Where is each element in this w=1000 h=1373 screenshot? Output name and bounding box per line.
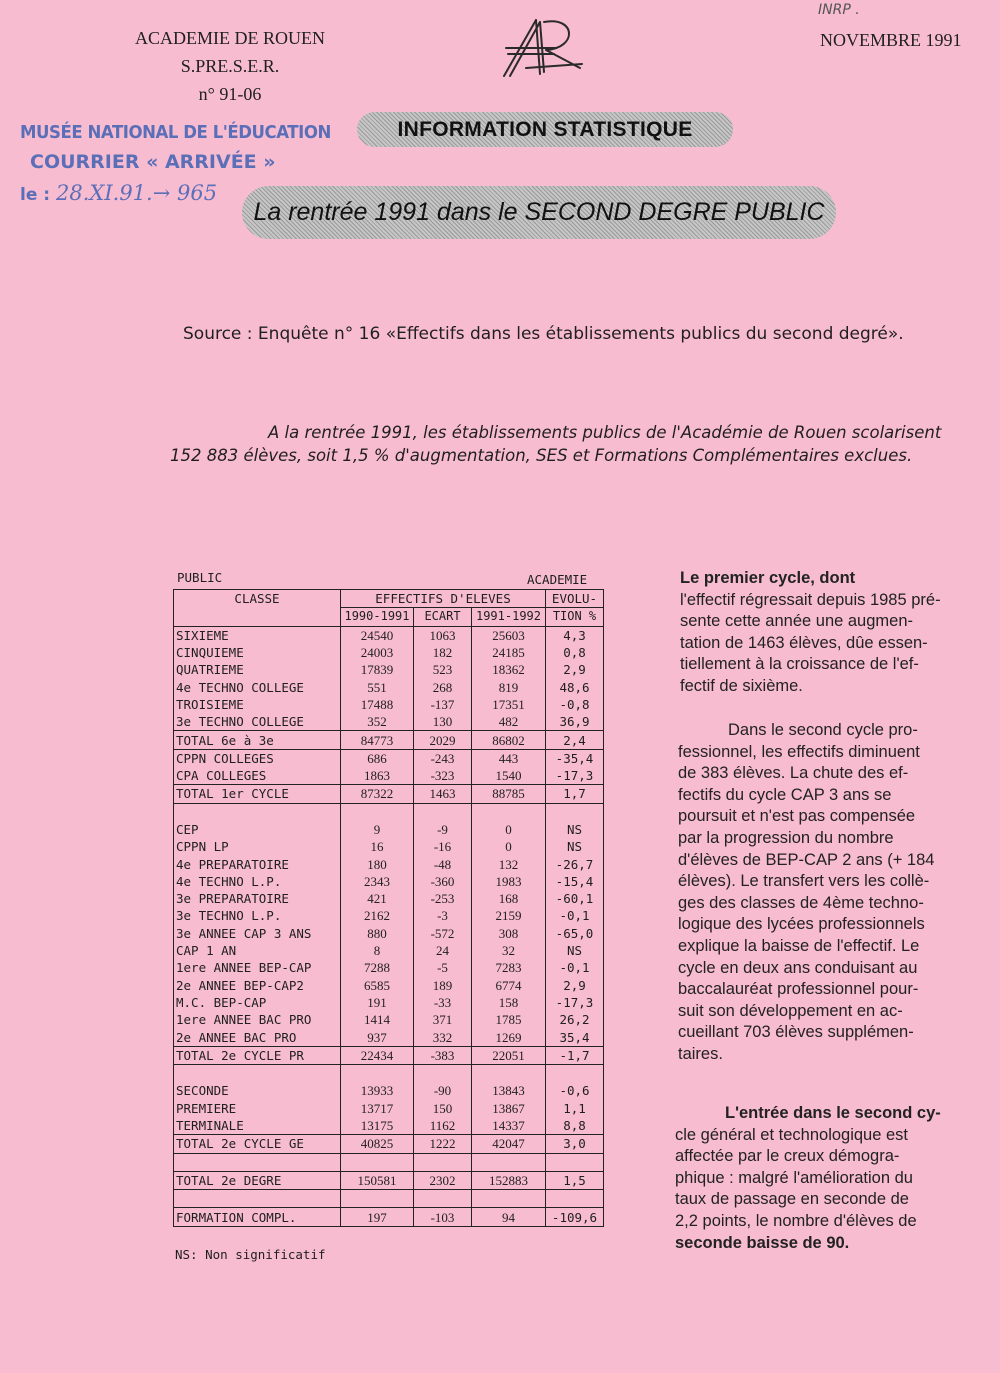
paragraph-line: 2,2 points, le nombre d'élèves de	[675, 1211, 917, 1230]
table-header-row	[174, 590, 604, 608]
value-1990-cell	[341, 1190, 414, 1208]
value-1991-cell: 168	[472, 890, 546, 907]
class-cell: 3e TECHNO L.P.	[174, 907, 341, 924]
header-ecart: ECART	[414, 608, 472, 626]
paragraph-line: l'effectif régressait depuis 1985 pré-	[680, 590, 941, 609]
value-1991-cell: 0	[472, 838, 546, 855]
value-1990-cell: 17839	[341, 661, 414, 678]
evolution-cell: -1,7	[546, 1046, 604, 1064]
class-cell: CEP	[174, 821, 341, 838]
table-row	[174, 873, 604, 890]
value-1990-cell: 7288	[341, 959, 414, 976]
value-1991-cell: 86802	[472, 731, 546, 749]
evolution-cell: -26,7	[546, 855, 604, 872]
evolution-cell: 1,7	[546, 785, 604, 803]
paragraph-line: Le premier cycle, dont	[680, 569, 856, 587]
evolution-cell	[546, 803, 604, 821]
value-1991-cell: 32	[472, 942, 546, 959]
class-cell: CPPN COLLEGES	[174, 749, 341, 767]
evolution-cell: -0,1	[546, 959, 604, 976]
paragraph-line: explique la baisse de l'effectif. Le	[678, 936, 920, 955]
ecart-cell: 1463	[414, 785, 472, 803]
value-1990-cell: 8	[341, 942, 414, 959]
paragraph-premier-cycle	[680, 568, 941, 698]
value-1990-cell: 551	[341, 678, 414, 695]
value-1991-cell: 2159	[472, 907, 546, 924]
table-row	[174, 890, 604, 907]
class-cell: TOTAL 1er CYCLE	[174, 785, 341, 803]
ecart-cell: 523	[414, 661, 472, 678]
paragraph-line: affectée par le creux démogra-	[675, 1147, 900, 1166]
value-1990-cell: 6585	[341, 977, 414, 994]
table-spacer-row	[174, 803, 604, 821]
ecart-cell	[414, 1190, 472, 1208]
paragraph-line: fectifs du cycle CAP 3 ans se	[678, 785, 892, 804]
ecart-cell: -5	[414, 959, 472, 976]
value-1991-cell: 14337	[472, 1117, 546, 1135]
table-row	[174, 1135, 604, 1153]
value-1990-cell: 87322	[341, 785, 414, 803]
ecart-cell: -103	[414, 1208, 472, 1226]
ecart-cell: -33	[414, 994, 472, 1011]
ecart-cell: -3	[414, 907, 472, 924]
ecart-cell: 371	[414, 1011, 472, 1028]
class-cell: SECONDE	[174, 1082, 341, 1099]
ecart-cell: 1222	[414, 1135, 472, 1153]
evolution-cell: -15,4	[546, 873, 604, 890]
value-1991-cell: 1983	[472, 873, 546, 890]
paragraph-line: taires.	[678, 1044, 723, 1063]
table-row	[174, 713, 604, 731]
intro-paragraph	[170, 421, 950, 467]
table-row	[174, 1208, 604, 1226]
paragraph-line: d'élèves de BEP-CAP 2 ans (+ 184	[678, 850, 935, 869]
table-row	[174, 838, 604, 855]
paragraph-line: L'entrée dans le second cy-	[725, 1104, 941, 1122]
ecart-cell: -90	[414, 1082, 472, 1099]
table-row	[174, 626, 604, 644]
table-row	[174, 1046, 604, 1064]
table-row	[174, 644, 604, 661]
table-spacer-row	[174, 1153, 604, 1171]
stamp-date-label: le :	[20, 185, 51, 205]
enrolment-table	[173, 589, 604, 1227]
stamp-date-handwritten: 28.XI.91.→ 965	[56, 181, 218, 205]
paragraph-line: poursuit et n'est pas compensée	[678, 807, 916, 826]
value-1991-cell	[472, 1190, 546, 1208]
value-1991-cell: 22051	[472, 1046, 546, 1064]
class-cell	[174, 803, 341, 821]
table-row	[174, 696, 604, 713]
paragraph-line: phique : malgré l'amélioration du	[675, 1168, 913, 1187]
table-row	[174, 959, 604, 976]
intro-line: 152 883 élèves, soit 1,5 % d'augmentation, SES et Formations Complémentaires exclues.	[170, 446, 913, 465]
class-cell: TOTAL 2e DEGRE	[174, 1171, 341, 1189]
value-1991-cell: 0	[472, 821, 546, 838]
evolution-cell: 35,4	[546, 1028, 604, 1046]
value-1991-cell: 17351	[472, 696, 546, 713]
table-row	[174, 678, 604, 695]
ecart-cell: -48	[414, 855, 472, 872]
table-row	[174, 977, 604, 994]
table-row	[174, 1171, 604, 1189]
ecart-cell: 24	[414, 942, 472, 959]
class-cell: 3e ANNEE CAP 3 ANS	[174, 925, 341, 942]
class-cell: 3e PREPARATOIRE	[174, 890, 341, 907]
class-cell: 3e TECHNO COLLEGE	[174, 713, 341, 731]
header-year-1991: 1991-1992	[472, 608, 546, 626]
ecart-cell: -137	[414, 696, 472, 713]
table-row	[174, 731, 604, 749]
table-row	[174, 749, 604, 767]
evolution-cell: NS	[546, 942, 604, 959]
header-effectifs: EFFECTIFS D'ELEVES	[341, 590, 546, 608]
class-cell: 4e PREPARATOIRE	[174, 855, 341, 872]
ecart-cell: 1063	[414, 626, 472, 644]
value-1990-cell: 352	[341, 713, 414, 731]
ecart-cell: -383	[414, 1046, 472, 1064]
value-1991-cell: 25603	[472, 626, 546, 644]
class-cell: 1ere ANNEE BAC PRO	[174, 1011, 341, 1028]
value-1990-cell: 16	[341, 838, 414, 855]
ecart-cell: 268	[414, 678, 472, 695]
value-1990-cell: 24540	[341, 626, 414, 644]
value-1991-cell: 819	[472, 678, 546, 695]
stamp-museum-line: MUSÉE NATIONAL DE L'ÉDUCATION	[20, 122, 331, 143]
table-row	[174, 661, 604, 678]
paragraph-line: baccalauréat professionnel pour-	[678, 980, 919, 999]
org-line: n° 91-06	[198, 84, 262, 104]
value-1990-cell: 180	[341, 855, 414, 872]
paragraph-line: de 383 élèves. La chute des ef-	[678, 764, 909, 783]
value-1990-cell: 13175	[341, 1117, 414, 1135]
value-1990-cell: 880	[341, 925, 414, 942]
header-year-1990: 1990-1991	[341, 608, 414, 626]
value-1991-cell: 132	[472, 855, 546, 872]
value-1991-cell: 308	[472, 925, 546, 942]
ecart-cell: -360	[414, 873, 472, 890]
class-cell: CAP 1 AN	[174, 942, 341, 959]
evolution-cell	[546, 1065, 604, 1083]
organisation-header	[105, 24, 355, 108]
value-1990-cell	[341, 1153, 414, 1171]
evolution-cell: 2,9	[546, 977, 604, 994]
ecart-cell: 2029	[414, 731, 472, 749]
ecart-cell: 1162	[414, 1117, 472, 1135]
value-1991-cell: 94	[472, 1208, 546, 1226]
ecart-cell: 332	[414, 1028, 472, 1046]
header-evolution-pct: TION %	[546, 608, 604, 626]
value-1991-cell: 7283	[472, 959, 546, 976]
ecart-cell: -16	[414, 838, 472, 855]
evolution-cell: 1,1	[546, 1100, 604, 1117]
table-spacer-row	[174, 1190, 604, 1208]
ecart-cell	[414, 1065, 472, 1083]
value-1990-cell: 197	[341, 1208, 414, 1226]
class-cell: SIXIEME	[174, 626, 341, 644]
table-row	[174, 785, 604, 803]
evolution-cell: -60,1	[546, 890, 604, 907]
value-1990-cell: 24003	[341, 644, 414, 661]
ecart-cell: 2302	[414, 1171, 472, 1189]
class-cell: TOTAL 6e à 3e	[174, 731, 341, 749]
evolution-cell: 3,0	[546, 1135, 604, 1153]
stamp-courrier-line: COURRIER « ARRIVÉE »	[30, 151, 276, 173]
paragraph-second-cycle-general	[675, 1103, 941, 1254]
evolution-cell: 2,4	[546, 731, 604, 749]
evolution-cell: -0,6	[546, 1082, 604, 1099]
table-caption-left: PUBLIC	[177, 570, 223, 585]
evolution-cell	[546, 1190, 604, 1208]
class-cell: M.C. BEP-CAP	[174, 994, 341, 1011]
value-1990-cell: 17488	[341, 696, 414, 713]
paragraph-line: tation de 1463 élèves, dûe essen-	[680, 633, 928, 652]
value-1990-cell: 2162	[341, 907, 414, 924]
paragraph-line: par la progression du nombre	[678, 828, 894, 847]
paragraph-line: cueillant 703 élèves supplémen-	[678, 1023, 914, 1042]
evolution-cell: 4,3	[546, 626, 604, 644]
evolution-cell: 8,8	[546, 1117, 604, 1135]
paragraph-line: sente cette année une augmen-	[680, 612, 914, 631]
class-cell: PREMIERE	[174, 1100, 341, 1117]
table-row	[174, 925, 604, 942]
class-cell: 4e TECHNO L.P.	[174, 873, 341, 890]
evolution-cell	[546, 1153, 604, 1171]
ecart-cell: -243	[414, 749, 472, 767]
table-row	[174, 1011, 604, 1028]
table-row	[174, 1100, 604, 1117]
class-cell: CINQUIEME	[174, 644, 341, 661]
value-1990-cell: 2343	[341, 873, 414, 890]
value-1991-cell: 42047	[472, 1135, 546, 1153]
table-caption-right: ACADEMIE	[527, 572, 588, 587]
ecart-cell: -253	[414, 890, 472, 907]
value-1991-cell: 482	[472, 713, 546, 731]
value-1990-cell: 1863	[341, 767, 414, 785]
value-1991-cell: 6774	[472, 977, 546, 994]
class-cell: 4e TECHNO COLLEGE	[174, 678, 341, 695]
evolution-cell: NS	[546, 838, 604, 855]
ecart-cell: -9	[414, 821, 472, 838]
table-row	[174, 907, 604, 924]
paragraph-line: seconde baisse de 90.	[675, 1233, 850, 1252]
paragraph-line: ges des classes de 4ème techno-	[678, 893, 924, 912]
value-1991-cell: 158	[472, 994, 546, 1011]
intro-line: A la rentrée 1991, les établissements publics de l'Académie de Rouen scolarisent	[268, 423, 942, 442]
class-cell: 2e ANNEE BEP-CAP2	[174, 977, 341, 994]
table-row	[174, 855, 604, 872]
value-1991-cell: 1540	[472, 767, 546, 785]
evolution-cell: 0,8	[546, 644, 604, 661]
table-footnote: NS: Non significatif	[175, 1247, 326, 1262]
info-banner: INFORMATION STATISTIQUE	[357, 112, 733, 147]
evolution-cell: -0,8	[546, 696, 604, 713]
value-1991-cell	[472, 803, 546, 821]
value-1990-cell: 421	[341, 890, 414, 907]
document-date: NOVEMBRE 1991	[820, 30, 962, 50]
class-cell: FORMATION COMPL.	[174, 1208, 341, 1226]
ecart-cell	[414, 1153, 472, 1171]
value-1991-cell: 1785	[472, 1011, 546, 1028]
class-cell: CPPN LP	[174, 838, 341, 855]
value-1991-cell: 24185	[472, 644, 546, 661]
table-row	[174, 1082, 604, 1099]
value-1991-cell	[472, 1065, 546, 1083]
value-1991-cell	[472, 1153, 546, 1171]
title-banner: La rentrée 1991 dans le SECOND DEGRE PUBLIC	[242, 186, 836, 239]
academy-logo-icon	[496, 14, 586, 84]
value-1990-cell: 150581	[341, 1171, 414, 1189]
value-1990-cell: 84773	[341, 731, 414, 749]
paragraph-second-cycle-pro	[678, 720, 934, 1066]
evolution-cell: 36,9	[546, 713, 604, 731]
class-cell: TOTAL 2e CYCLE GE	[174, 1135, 341, 1153]
paragraph-line: fessionnel, les effectifs diminuent	[678, 742, 920, 761]
evolution-cell: -109,6	[546, 1208, 604, 1226]
ecart-cell	[414, 803, 472, 821]
value-1990-cell: 13933	[341, 1082, 414, 1099]
value-1990-cell: 686	[341, 749, 414, 767]
value-1990-cell	[341, 1065, 414, 1083]
value-1991-cell: 13867	[472, 1100, 546, 1117]
org-line: S.PRE.S.E.R.	[180, 56, 280, 76]
class-cell: 2e ANNEE BAC PRO	[174, 1028, 341, 1046]
evolution-cell: 2,9	[546, 661, 604, 678]
table-row	[174, 1028, 604, 1046]
class-cell	[174, 1190, 341, 1208]
class-cell	[174, 1065, 341, 1083]
value-1991-cell: 18362	[472, 661, 546, 678]
paragraph-line: logique des lycées professionnels	[678, 915, 925, 934]
paragraph-line: cycle en deux ans conduisant au	[678, 958, 918, 977]
value-1991-cell: 1269	[472, 1028, 546, 1046]
evolution-cell: 1,5	[546, 1171, 604, 1189]
value-1990-cell	[341, 803, 414, 821]
value-1991-cell: 443	[472, 749, 546, 767]
table-row	[174, 1117, 604, 1135]
class-cell: TERMINALE	[174, 1117, 341, 1135]
class-cell: TROISIEME	[174, 696, 341, 713]
value-1990-cell: 9	[341, 821, 414, 838]
class-cell: TOTAL 2e CYCLE PR	[174, 1046, 341, 1064]
ecart-cell: 182	[414, 644, 472, 661]
value-1990-cell: 40825	[341, 1135, 414, 1153]
value-1991-cell: 13843	[472, 1082, 546, 1099]
ecart-cell: 189	[414, 977, 472, 994]
ecart-cell: 130	[414, 713, 472, 731]
table-row	[174, 994, 604, 1011]
value-1990-cell: 191	[341, 994, 414, 1011]
value-1990-cell: 13717	[341, 1100, 414, 1117]
value-1991-cell: 152883	[472, 1171, 546, 1189]
evolution-cell: 48,6	[546, 678, 604, 695]
header-classe: CLASSE	[174, 590, 341, 627]
org-line: ACADEMIE DE ROUEN	[135, 28, 325, 48]
class-cell: QUATRIEME	[174, 661, 341, 678]
paragraph-line: taux de passage en seconde de	[675, 1190, 909, 1209]
evolution-cell: -35,4	[546, 749, 604, 767]
paragraph-line: élèves). Le transfert vers les collè-	[678, 872, 930, 891]
value-1990-cell: 22434	[341, 1046, 414, 1064]
table-row	[174, 942, 604, 959]
paragraph-line: Dans le second cycle pro-	[728, 721, 918, 739]
evolution-cell: NS	[546, 821, 604, 838]
paragraph-line: fectif de sixième.	[680, 676, 803, 695]
evolution-cell: -17,3	[546, 994, 604, 1011]
paragraph-line: suit son développement en ac-	[678, 1001, 903, 1020]
table-row	[174, 821, 604, 838]
value-1990-cell: 1414	[341, 1011, 414, 1028]
evolution-cell: -0,1	[546, 907, 604, 924]
ecart-cell: -323	[414, 767, 472, 785]
source-line: Source : Enquête n° 16 «Effectifs dans les établissements publics du second degré».	[183, 324, 904, 344]
ecart-cell: -572	[414, 925, 472, 942]
table-spacer-row	[174, 1065, 604, 1083]
value-1991-cell: 88785	[472, 785, 546, 803]
evolution-cell: -17,3	[546, 767, 604, 785]
table-row	[174, 767, 604, 785]
evolution-cell: 26,2	[546, 1011, 604, 1028]
class-cell	[174, 1153, 341, 1171]
paragraph-line: tiellement à la croissance de l'ef-	[680, 655, 919, 674]
class-cell: CPA COLLEGES	[174, 767, 341, 785]
ecart-cell: 150	[414, 1100, 472, 1117]
header-evolution: EVOLU-	[546, 590, 604, 608]
handwritten-note: INRP .	[818, 2, 860, 18]
paragraph-line: cle général et technologique est	[675, 1125, 908, 1144]
evolution-cell: -65,0	[546, 925, 604, 942]
value-1990-cell: 937	[341, 1028, 414, 1046]
class-cell: 1ere ANNEE BEP-CAP	[174, 959, 341, 976]
